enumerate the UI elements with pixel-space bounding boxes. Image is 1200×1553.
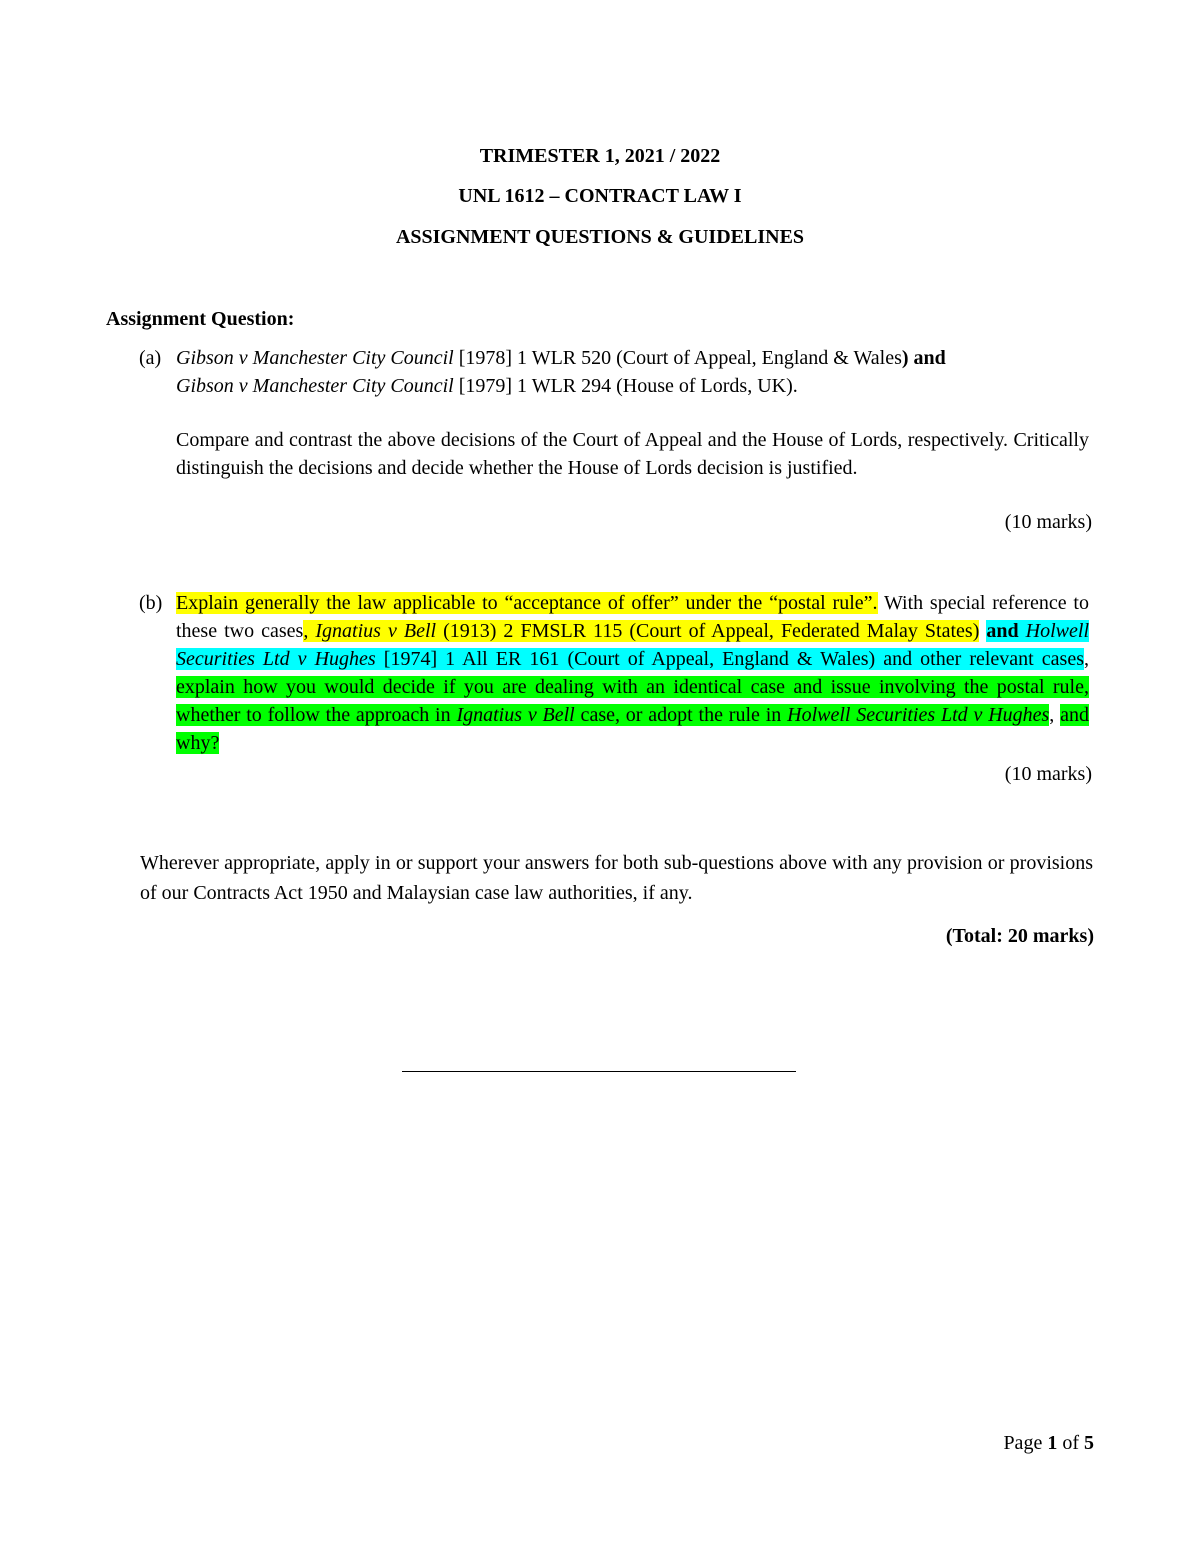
case-citation: [1978] 1 WLR 520 (Court of Appeal, England & Wales: [453, 347, 902, 369]
question-a-body: Compare and contrast the above decisions of the Court of Appeal and the House of Lords, respectively. Critically distinguish the decisions and decide whether the House of Lords decision is justified.: [176, 429, 1089, 479]
highlight-green: explain how you would decide if you are dealing with an identical case and issue involving the postal rule, whether to follow the approach in: [176, 676, 1089, 726]
highlight-cyan: [1019, 620, 1026, 642]
case-name: Gibson v Manchester City Council: [176, 375, 454, 397]
question-a-cases: [176, 344, 1089, 400]
case-name: Ignatius v Bell: [315, 620, 437, 642]
divider-line: [402, 1071, 796, 1072]
question-a-marks: (10 marks): [1004, 511, 1092, 533]
highlight-yellow: (1913) 2 FMSLR 115 (Court of Appeal, Federated Malay States): [436, 620, 980, 642]
total-marks: (Total: 20 marks): [945, 925, 1094, 947]
header-course: UNL 1612 – CONTRACT LAW I: [458, 185, 742, 207]
highlight-green: and why?: [176, 704, 1090, 754]
highlight-green: case, or adopt the rule in: [574, 704, 788, 726]
question-b-marks: (10 marks): [1004, 763, 1092, 785]
and-word: and: [986, 620, 1019, 642]
header-title: ASSIGNMENT QUESTIONS & GUIDELINES: [395, 226, 805, 248]
page-word: Page: [1003, 1432, 1048, 1454]
highlight-yellow: Explain generally the law applicable to “acceptance of offer” under the “postal rule”.: [176, 592, 878, 614]
page-total: 5: [1084, 1432, 1094, 1454]
case-name: Ignatius v Bell: [456, 704, 575, 726]
case-name: Holwell Securities Ltd v Hughes: [787, 704, 1050, 726]
page-current: 1: [1047, 1432, 1058, 1454]
text-run: ,: [1049, 704, 1061, 726]
text-run: With special reference to these two cases: [176, 592, 1089, 642]
case-name: Holwell Securities Ltd v Hughes: [176, 620, 1090, 670]
case-joiner: ) and: [901, 347, 946, 369]
highlight-yellow: ,: [303, 620, 316, 642]
page-of-word: of: [1057, 1432, 1084, 1454]
case-name: Gibson v Manchester City Council: [176, 347, 454, 369]
question-a-label: (a): [139, 347, 162, 369]
text-run: ,: [1084, 648, 1090, 670]
section-title: Assignment Question:: [106, 308, 295, 330]
case-citation: [1979] 1 WLR 294 (House of Lords, UK).: [453, 375, 798, 397]
header-trimester: TRIMESTER 1, 2021 / 2022: [479, 145, 721, 167]
question-b-body: [176, 589, 1089, 757]
question-b-label: (b): [139, 592, 163, 614]
page-footer: [1003, 1430, 1094, 1456]
highlight-cyan: [1974] 1 All ER 161 (Court of Appeal, England & Wales) and other relevant cases: [375, 648, 1085, 670]
closing-paragraph: Wherever appropriate, apply in or support your answers for both sub-questions above with any provision or provisions of our Contracts Act 1950 and Malaysian case law authorities, if any.: [140, 852, 1093, 904]
